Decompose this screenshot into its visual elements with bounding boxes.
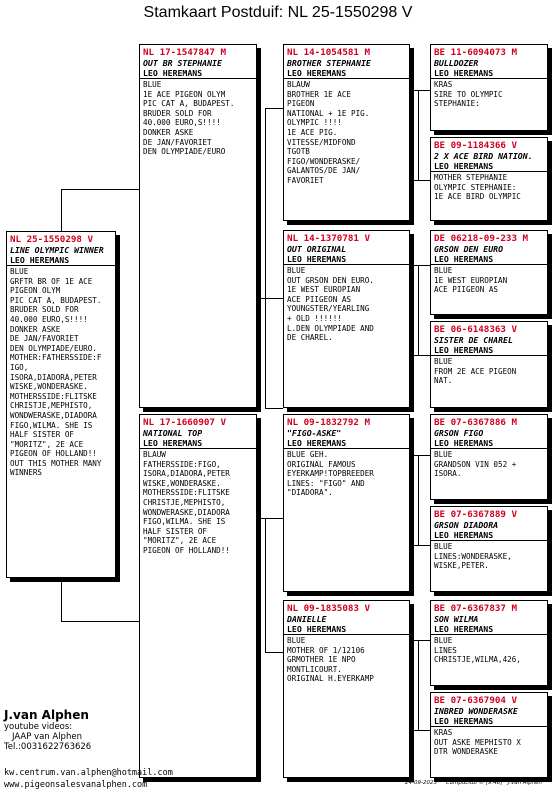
- pigeon-name: GRSON DEN EURO: [434, 244, 504, 254]
- ring-number: NL 17-1547847 M: [143, 47, 226, 58]
- ring-number: NL 14-1370781 V: [287, 233, 370, 244]
- pedigree-line: IGO,: [10, 362, 29, 372]
- pedigree-line: FAVORIET: [287, 175, 324, 185]
- pedigree-line: KRAS: [434, 728, 453, 737]
- connector-line: [410, 90, 430, 91]
- pedigree-line: DE JAN/FAVORIET: [143, 137, 212, 147]
- pedigree-card-father-mother[interactable]: [283, 230, 410, 408]
- pigeon-name: NATIONAL TOP: [143, 428, 203, 438]
- pigeon-name: GRSON FIGO: [434, 428, 484, 438]
- pedigree-line: 1E WEST EUROPIAN: [287, 285, 361, 295]
- pedigree-line: BLUE: [434, 266, 453, 275]
- connector-line: [418, 265, 419, 355]
- pedigree-line: NAT.: [434, 376, 453, 386]
- pedigree-line: OLYMPIC !!!!: [287, 118, 342, 128]
- pedigree-line: LINES: [434, 645, 457, 655]
- pedigree-line: PIGEON OLYM: [10, 286, 61, 296]
- pigeon-name: LINE OLYMPIC WINNER: [10, 245, 104, 255]
- pedigree-line: GALANTOS/DE JAN/: [287, 166, 361, 176]
- connector-line: [61, 189, 62, 231]
- pedigree-line: OUT GRSON DEN EURO.: [287, 275, 374, 285]
- pedigree-line: LINES: "FIGO" AND: [287, 478, 365, 488]
- breeder-name: LEO HEREMANS: [140, 68, 256, 79]
- pedigree-line: ISORA,DIADORA,PETER: [143, 469, 230, 479]
- pedigree-line: 1E ACE PIG.: [287, 127, 338, 137]
- pedigree-line: PIGEON OF HOLLAND!!: [10, 449, 97, 459]
- owner-phone: Tel.:0031622763626: [4, 742, 92, 752]
- pedigree-line: "MORITZ", 2E ACE: [143, 536, 217, 546]
- ring-number: BE 07-6367886 M: [434, 417, 517, 428]
- pedigree-line: BLAUW: [287, 80, 310, 89]
- pedigree-line: GRANDSON VIN 052 +: [434, 459, 517, 469]
- pedigree-line: MOTHER STEPHANIE: [434, 173, 508, 182]
- pedigree-line: FIGO,WILMA. SHE IS: [10, 420, 93, 430]
- pedigree-line: L.DEN OLYMPIADE AND: [287, 323, 374, 333]
- pedigree-line: ACE PIIGEON AS: [434, 285, 499, 295]
- pedigree-line: ORIGINAL FAMOUS: [287, 459, 356, 469]
- pedigree-card-mmf[interactable]: [430, 600, 548, 686]
- ring-number: BE 09-1184366 V: [434, 140, 517, 151]
- pedigree-line: FIGO,WILMA. SHE IS: [143, 517, 226, 527]
- pedigree-line: TGOTB: [287, 147, 310, 157]
- connector-line: [410, 455, 430, 456]
- pedigree-line: GRMOTHER 1E NPO: [287, 655, 356, 665]
- connector-line: [410, 545, 430, 546]
- pedigree-line: WONDWERASKE,DIADORA: [143, 507, 230, 517]
- breeder-name: LEO HEREMANS: [284, 254, 409, 265]
- pedigree-card-subject[interactable]: [6, 231, 116, 578]
- pedigree-line: DONKER ASKE: [143, 127, 194, 137]
- ring-number: BE 07-6367889 V: [434, 509, 517, 520]
- pedigree-line: WISKE,WONDERASKE.: [10, 382, 88, 392]
- pigeon-name: OUT BR STEPHANIE: [143, 58, 222, 68]
- connector-line: [61, 189, 140, 190]
- pedigree-line: BLUE: [143, 80, 162, 89]
- ring-number: BE 07-6367837 M: [434, 603, 517, 614]
- pigeon-name: BULLDOZER: [434, 58, 479, 68]
- pedigree-line: PIGEON OF HOLLAND!!: [143, 545, 230, 555]
- pedigree-card-father-father[interactable]: [283, 44, 410, 221]
- pedigree-card-ffm[interactable]: [430, 137, 548, 221]
- pedigree-line: 40.000 EURO,S!!!!: [10, 314, 88, 324]
- pedigree-line: MOTHERSSIDE:FLITSKE: [10, 391, 97, 401]
- breeder-name: LEO HEREMANS: [431, 438, 547, 449]
- connector-line: [418, 455, 419, 545]
- pedigree-card-mff[interactable]: [430, 414, 548, 500]
- ring-number: NL 09-1835083 V: [287, 603, 370, 614]
- pedigree-line: DONKER ASKE: [10, 324, 61, 334]
- owner-email[interactable]: kw.centrum.van.alphen@hotmail.com: [4, 768, 173, 778]
- pedigree-line: OUT THIS MOTHER MANY: [10, 458, 102, 468]
- pedigree-line: STEPHANIE:: [434, 99, 480, 109]
- pedigree-line: MONTLICOURT.: [287, 664, 342, 674]
- connector-line: [410, 355, 430, 356]
- pedigree-line: VITESSE/MIDFOND: [287, 137, 356, 147]
- ring-number: NL 17-1660907 V: [143, 417, 226, 428]
- pedigree-line: BLUE: [287, 636, 306, 645]
- pedigree-line: WONDWERASKE,DIADORA: [10, 410, 97, 420]
- connector-line: [265, 518, 266, 652]
- ring-number: NL 14-1054581 M: [287, 47, 370, 58]
- breeder-name: LEO HEREMANS: [431, 161, 547, 172]
- pedigree-line: BRUDER SOLD FOR: [143, 108, 212, 118]
- pedigree-line: ISORA,DIADORA,PETER: [10, 372, 97, 382]
- pedigree-card-mother-mother[interactable]: [283, 600, 410, 778]
- pigeon-name: OUT ORIGINAL: [287, 244, 347, 254]
- pedigree-line: BLUE: [434, 357, 453, 366]
- connector-line: [410, 265, 430, 266]
- connector-line: [410, 640, 430, 641]
- breeder-name: LEO HEREMANS: [431, 254, 547, 265]
- pedigree-line: MOTHER:FATHERSSIDE:F: [10, 353, 102, 363]
- ring-number: BE 07-6367904 V: [434, 695, 517, 706]
- pedigree-line: WISKE,PETER.: [434, 561, 489, 571]
- connector-line: [418, 640, 419, 730]
- pedigree-line: BLAUW: [143, 450, 166, 459]
- pedigree-line: PIGEON: [287, 99, 315, 109]
- owner-name: J.van Alphen: [4, 708, 89, 722]
- pedigree-line: 40.000 EURO,S!!!!: [143, 118, 221, 128]
- pedigree-card-fmf[interactable]: [430, 230, 548, 315]
- footer-date: 24-09-2025: [405, 780, 438, 786]
- pedigree-line: OLYMPIC STEPHANIE:: [434, 182, 517, 192]
- breeder-name: LEO HEREMANS: [284, 438, 409, 449]
- pedigree-line: 1E WEST EUROPIAN: [434, 275, 508, 285]
- ring-number: DE 06218-09-233 M: [434, 233, 529, 244]
- connector-line: [265, 652, 283, 653]
- breeder-name: LEO HEREMANS: [7, 255, 115, 266]
- pedigree-line: FATHERSSIDE:FIGO,: [143, 459, 221, 469]
- pedigree-line: HALF SISTER OF: [10, 430, 75, 440]
- pedigree-line: "DIADORA".: [287, 488, 333, 498]
- pedigree-line: EYERKAMP!TOPBREEDER: [287, 469, 374, 479]
- pigeon-name: INBRED WONDERASKE: [434, 706, 518, 716]
- pedigree-line: GRFTR BR OF 1E ACE: [10, 276, 93, 286]
- pedigree-card-mother-father[interactable]: [283, 414, 410, 592]
- connector-line: [61, 621, 140, 622]
- pedigree-line: CHRISTJE,MEPHISTO,: [10, 401, 93, 411]
- pedigree-line: BLUE GEH.: [287, 450, 329, 459]
- owner-block: [4, 708, 91, 752]
- pedigree-line: FIGO/WONDERASKE/: [287, 156, 361, 166]
- pedigree-line: 1E ACE BIRD OLYMPIC: [434, 192, 521, 202]
- pedigree-line: 1E ACE PIGEON OLYM: [143, 89, 226, 99]
- ring-number: NL 09-1832792 M: [287, 417, 370, 428]
- owner-youtube-channel[interactable]: JAAP van Alphen: [12, 732, 82, 742]
- pedigree-line: "MORITZ", 2E ACE: [10, 439, 84, 449]
- pedigree-line: KRAS: [434, 80, 453, 89]
- pigeon-name: SISTER DE CHAREL: [434, 335, 513, 345]
- pigeon-name: GRSON DIADORA: [434, 520, 499, 530]
- pedigree-line: MOTHER OF 1/12106: [287, 645, 365, 655]
- pedigree-line: YOUNGSTER/YEARLING: [287, 304, 370, 314]
- pedigree-line: PIC CAT A, BUDAPEST.: [10, 295, 102, 305]
- breeder-name: LEO HEREMANS: [431, 624, 547, 635]
- pedigree-line: BLUE: [434, 450, 453, 459]
- pedigree-line: SIRE TO OLYMPIC: [434, 89, 503, 99]
- pedigree-line: FROM 2E ACE PIGEON: [434, 366, 517, 376]
- connector-line: [410, 730, 430, 731]
- pedigree-card-mother[interactable]: [139, 414, 257, 778]
- connector-line: [257, 518, 283, 519]
- pedigree-line: BRUDER SOLD FOR: [10, 305, 79, 315]
- connector-line: [61, 578, 62, 621]
- footer-software: Compuclub © [9.48]: [445, 780, 503, 786]
- pigeon-name: "FIGO-ASKE": [287, 428, 342, 438]
- pedigree-line: ORIGINAL H.EYERKAMP: [287, 674, 374, 684]
- breeder-name: LEO HEREMANS: [431, 716, 547, 727]
- breeder-name: LEO HEREMANS: [284, 68, 409, 79]
- ring-number: BE 11-6094073 M: [434, 47, 517, 58]
- pedigree-line: + OLD !!!!!!: [287, 313, 342, 323]
- pedigree-line: DEN OLYMPIADE/EURO: [143, 147, 226, 157]
- pedigree-line: DE JAN/FAVORIET: [10, 334, 79, 344]
- pedigree-card-father[interactable]: [139, 44, 257, 408]
- pedigree-card-fff[interactable]: [430, 44, 548, 131]
- pedigree-line: PIC CAT A, BUDAPEST.: [143, 99, 235, 109]
- pedigree-line: CHRISTJE,MEPHISTO,: [143, 497, 226, 507]
- connector-line: [265, 108, 266, 408]
- pedigree-line: BLUE: [434, 542, 453, 551]
- pedigree-card-mfm[interactable]: [430, 506, 548, 592]
- pigeon-name: 2 X ACE BIRD NATION.: [434, 151, 533, 161]
- pedigree-line: OUT ASKE MEPHISTO X: [434, 737, 521, 747]
- connector-line: [418, 90, 419, 180]
- connector-line: [410, 180, 430, 181]
- pedigree-line: ACE PIIGEON AS: [287, 294, 352, 304]
- connector-line: [257, 298, 283, 299]
- pedigree-card-fmm[interactable]: [430, 321, 548, 408]
- breeder-name: LEO HEREMANS: [431, 530, 547, 541]
- ring-number: NL 25-1550298 V: [10, 234, 93, 245]
- breeder-name: LEO HEREMANS: [284, 624, 409, 635]
- pedigree-line: BLUE: [10, 267, 29, 276]
- pedigree-line: NATIONAL + 1E PIG.: [287, 108, 370, 118]
- footer: [405, 780, 542, 786]
- pedigree-line: WISKE,WONDERASKE.: [143, 478, 221, 488]
- owner-website[interactable]: www.pigeonsalesvanalphen.com: [4, 780, 148, 790]
- breeder-name: LEO HEREMANS: [431, 345, 547, 356]
- pedigree-line: DEN OLYMPIADE/EURO.: [10, 343, 97, 353]
- breeder-name: LEO HEREMANS: [140, 438, 256, 449]
- breeder-name: LEO HEREMANS: [431, 68, 547, 79]
- pedigree-line: DTR WONDERASKE: [434, 747, 499, 757]
- connector-line: [265, 108, 283, 109]
- pedigree-line: MOTHERSSIDE:FLITSKE: [143, 488, 230, 498]
- pedigree-line: WINNERS: [10, 468, 43, 478]
- pedigree-line: BROTHER 1E ACE: [287, 89, 352, 99]
- footer-author: J.van Alphen: [507, 780, 542, 786]
- owner-youtube-label: youtube videos:: [4, 722, 73, 732]
- pedigree-line: LINES:WONDERASKE,: [434, 551, 512, 561]
- pedigree-line: BLUE: [287, 266, 306, 275]
- pedigree-line: DE CHAREL.: [287, 333, 333, 343]
- ring-number: BE 06-6148363 V: [434, 324, 517, 335]
- pedigree-line: BLUE: [434, 636, 453, 645]
- pedigree-line: HALF SISTER OF: [143, 526, 208, 536]
- page-title: Stamkaart Postduif: NL 25-1550298 V: [143, 4, 413, 21]
- pigeon-name: SON WILMA: [434, 614, 479, 624]
- pedigree-card-mmm[interactable]: [430, 692, 548, 778]
- connector-line: [265, 408, 283, 409]
- pigeon-name: DANIELLE: [287, 614, 327, 624]
- pedigree-line: ISORA.: [434, 469, 462, 479]
- pigeon-name: BROTHER STEPHANIE: [287, 58, 371, 68]
- pedigree-line: CHRISTJE,WILMA,426,: [434, 655, 521, 665]
